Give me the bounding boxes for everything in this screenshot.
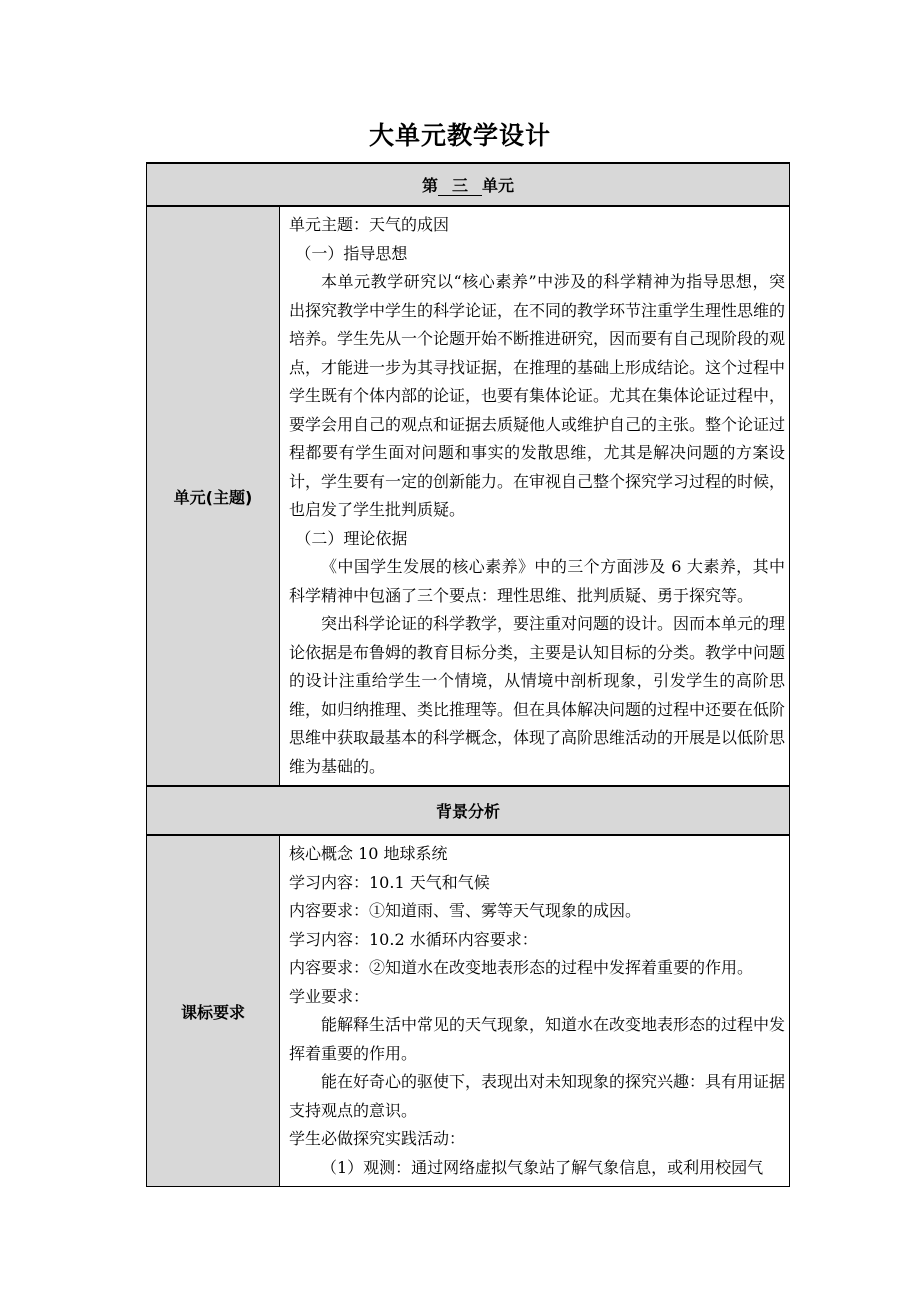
standard-para-1: 能解释生活中常见的天气现象，知道水在改变地表形态的过程中发挥着重要的作用。 xyxy=(289,1015,786,1063)
unit-header-row xyxy=(147,163,790,206)
unit-number: 三 xyxy=(438,177,482,196)
standard-line: 内容要求：①知道雨、雪、雾等天气现象的成因。 xyxy=(289,901,642,920)
guide-heading: （一）指导思想 xyxy=(295,243,408,263)
unit-suffix: 单元 xyxy=(482,176,515,195)
standard-para-2: 能在好奇心的驱使下，表现出对未知现象的探究兴趣：具有用证据支持观点的意识。 xyxy=(289,1072,786,1120)
unit-design-table xyxy=(146,162,790,1187)
standard-line: 学习内容：10.2 水循环内容要求： xyxy=(289,929,538,949)
unit-theme-row xyxy=(147,206,790,786)
unit-theme-line: 单元主题：天气的成因 xyxy=(289,215,450,234)
standard-content xyxy=(280,835,790,1187)
unit-prefix: 第 xyxy=(421,176,438,195)
unit-theme-content xyxy=(280,206,790,786)
background-header-cell: 背景分析 xyxy=(147,786,790,835)
unit-header-cell xyxy=(147,163,790,206)
activity-item-1: （1）观测：通过网络虚拟气象站了解气象信息，或利用校园气 xyxy=(321,1157,764,1177)
standard-row xyxy=(147,835,790,1187)
theory-body-2: 突出科学论证的科学教学，要注重对问题的设计。因而本单元的理论依据是布鲁姆的教育目标分类，主要是认知目标的分类。教学中问题的设计注重给学生一个情境，从情境中剖析现象，引发学生的高阶思维，如归纳推理、类比推理等。但在具体解决问题的过程中还要在低阶思维中获取最基本的科学概念，体现了高阶思维活动的开展是以低阶思维为基础的。 xyxy=(289,614,786,776)
document-title: 大单元教学设计 xyxy=(368,121,551,150)
standard-line: 内容要求：②知道水在改变地表形态的过程中发挥着重要的作用。 xyxy=(289,958,754,977)
standard-line: 学业要求： xyxy=(289,986,370,1006)
activity-heading: 学生必做探究实践活动： xyxy=(289,1129,466,1148)
unit-theme-label: 单元(主题) xyxy=(147,206,280,786)
standard-label: 课标要求 xyxy=(147,835,280,1187)
theory-heading: （二）理论依据 xyxy=(295,528,408,548)
background-header-row xyxy=(147,786,790,835)
guide-body: 本单元教学研究以“核心素养”中涉及的科学精神为指导思想，突出探究教学中学生的科学论证，在不同的教学环节注重学生理性思维的培养。学生先从一个论题开始不断推进研究，因而要有自己现阶段的观点，才能进一步为其寻找证据，在推理的基础上形成结论。这个过程中学生既有个体内部的论证，也要有集体论证。尤其在集体论证过程中，要学会用自己的观点和证据去质疑他人或维护自己的主张。整个论证过程都要有学生面对问题和事实的发散思维，尤其是解决问题的方案设计，学生要有一定的创新能力。在审视自己整个探究学习过程的时候，也启发了学生批判质疑。 xyxy=(289,272,786,519)
standard-line: 学习内容：10.1 天气和气候 xyxy=(289,872,490,892)
theory-body-1: 《中国学生发展的核心素养》中的三个方面涉及 6 大素养，其中科学精神中包涵了三个要点：理性思维、批判质疑、勇于探究等。 xyxy=(289,557,786,605)
standard-line: 核心概念 10 地球系统 xyxy=(289,844,448,863)
